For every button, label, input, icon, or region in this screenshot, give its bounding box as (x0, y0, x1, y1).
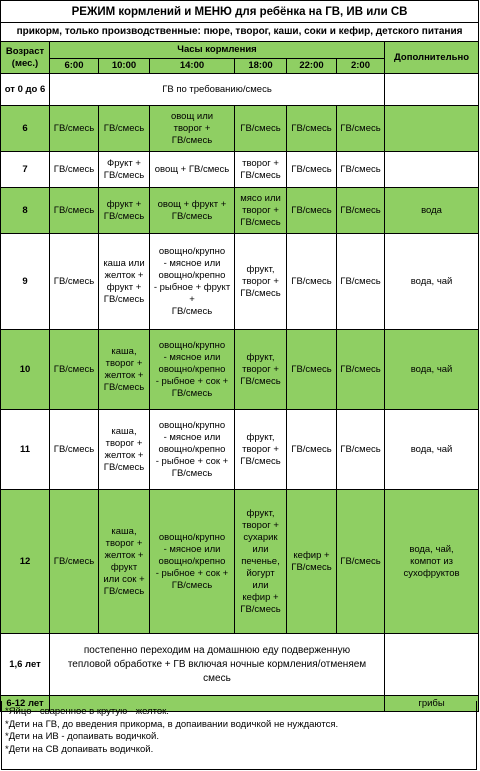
cell: овощно/крупно - мясное или овощно/крепно - рыбное + фрукт + ГВ/смесь (150, 234, 235, 330)
cell: ГВ/смесь (337, 234, 385, 330)
footnotes (1, 701, 477, 770)
time-header: 10:00 (99, 59, 150, 74)
time-header: 14:00 (150, 59, 235, 74)
cell: ГВ/смесь (337, 106, 385, 152)
table-row (1, 152, 479, 188)
cell: каша или желток + фрукт + ГВ/смесь (99, 234, 150, 330)
cell: каша, творог + желток + ГВ/смесь (99, 330, 150, 410)
cell: ГВ/смесь (287, 410, 337, 490)
cell: фрукт + ГВ/смесь (99, 188, 150, 234)
cell: каша, творог + желток + ГВ/смесь (99, 410, 150, 490)
extra-cell (385, 106, 479, 152)
footnote: *Яйцо - сваренное в крутую - желток. (5, 706, 169, 717)
age-cell: 12 (1, 490, 50, 634)
age-cell: 9 (1, 234, 50, 330)
cell: ГВ/смесь (337, 330, 385, 410)
table-row (1, 106, 479, 152)
cell: ГВ/смесь (287, 188, 337, 234)
age-cell: 6-12 лет (1, 696, 50, 712)
extra-cell: грибы (385, 696, 479, 712)
age-cell: 1,6 лет (1, 634, 50, 696)
extra-cell: вода, чай, компот из сухофруктов (385, 490, 479, 634)
cell: каша, творог + желток + фрукт или сок + ГВ/смесь (99, 490, 150, 634)
cell: фрукт, творог + ГВ/смесь (235, 330, 287, 410)
table-row (1, 234, 479, 330)
cell: ГВ/смесь (50, 152, 99, 188)
cell: ГВ/смесь (337, 490, 385, 634)
span-cell: постепенно переходим на домашнюю еду подверженную тепловой обработке + ГВ включая ночные кормления/отменяем смесь (50, 634, 385, 696)
table-row (1, 634, 479, 696)
cell: кефир + ГВ/смесь (287, 490, 337, 634)
age-cell: 6 (1, 106, 50, 152)
cell: овощ + фрукт + ГВ/смесь (150, 188, 235, 234)
footnote: *Дети на СВ допаивать водичкой. (5, 743, 154, 755)
extra-cell (385, 152, 479, 188)
table-row (1, 188, 479, 234)
table-row (1, 490, 479, 634)
cell: овощ или творог + ГВ/смесь (150, 106, 235, 152)
span-cell: ГВ по требованию/смесь (50, 74, 385, 106)
cell: ГВ/смесь (99, 106, 150, 152)
cell: ГВ/смесь (287, 152, 337, 188)
cell: фрукт, творог + сухарик или печенье, йогурт или кефир + ГВ/смесь (235, 490, 287, 634)
cell: ГВ/смесь (287, 234, 337, 330)
cell: ГВ/смесь (50, 234, 99, 330)
table-row (1, 74, 479, 106)
age-cell: 7 (1, 152, 50, 188)
footnote: *Дети на ГВ, до введения прикорма, в допаивании водичкой не нуждаются. (5, 718, 339, 730)
cell: ГВ/смесь (50, 330, 99, 410)
extra-cell: вода, чай (385, 410, 479, 490)
extra-cell (385, 634, 479, 696)
age-header: Возраст (мес.) (1, 42, 50, 74)
age-cell: 11 (1, 410, 50, 490)
page-title: РЕЖИМ кормлений и МЕНЮ для ребёнка на ГВ, ИВ или СВ (1, 1, 479, 23)
cell: ГВ/смесь (235, 106, 287, 152)
extra-header: Дополнительно (385, 42, 479, 74)
cell: ГВ/смесь (50, 490, 99, 634)
cell: овощно/крупно - мясное или овощно/крепно - рыбное + сок + ГВ/смесь (150, 490, 235, 634)
cell: ГВ/смесь (50, 188, 99, 234)
table-row (1, 330, 479, 410)
cell: ГВ/смесь (337, 410, 385, 490)
cell: ГВ/смесь (337, 152, 385, 188)
extra-cell: вода, чай (385, 234, 479, 330)
cell: Фрукт + ГВ/смесь (99, 152, 150, 188)
extra-cell: вода (385, 188, 479, 234)
cell: мясо или творог + ГВ/смесь (235, 188, 287, 234)
cell: ГВ/смесь (50, 106, 99, 152)
age-cell: 10 (1, 330, 50, 410)
age-cell: от 0 до 6 (1, 74, 50, 106)
time-header: 6:00 (50, 59, 99, 74)
cell: ГВ/смесь (287, 330, 337, 410)
time-header: 22:00 (287, 59, 337, 74)
cell: фрукт, творог + ГВ/смесь (235, 234, 287, 330)
cell: овощно/крупно - мясное или овощно/крепно - рыбное + сок + ГВ/смесь (150, 330, 235, 410)
footnote: *Дети на ИВ - допаивать водичкой. (5, 731, 159, 743)
table-row (1, 410, 479, 490)
page-subtitle: прикорм, только производственные: пюре, творог, каши, соки и кефир, детского питания (1, 23, 479, 42)
cell: фрукт, творог + ГВ/смесь (235, 410, 287, 490)
age-cell: 8 (1, 188, 50, 234)
time-header: 18:00 (235, 59, 287, 74)
extra-cell (385, 74, 479, 106)
cell: творог + ГВ/смесь (235, 152, 287, 188)
cell: овощ + ГВ/смесь (150, 152, 235, 188)
cell: овощно/крупно - мясное или овощно/крепно - рыбное + сок + ГВ/смесь (150, 410, 235, 490)
time-header: 2:00 (337, 59, 385, 74)
extra-cell: вода, чай (385, 330, 479, 410)
hours-header: Часы кормления (50, 42, 385, 59)
cell: ГВ/смесь (337, 188, 385, 234)
cell: ГВ/смесь (50, 410, 99, 490)
cell: ГВ/смесь (287, 106, 337, 152)
